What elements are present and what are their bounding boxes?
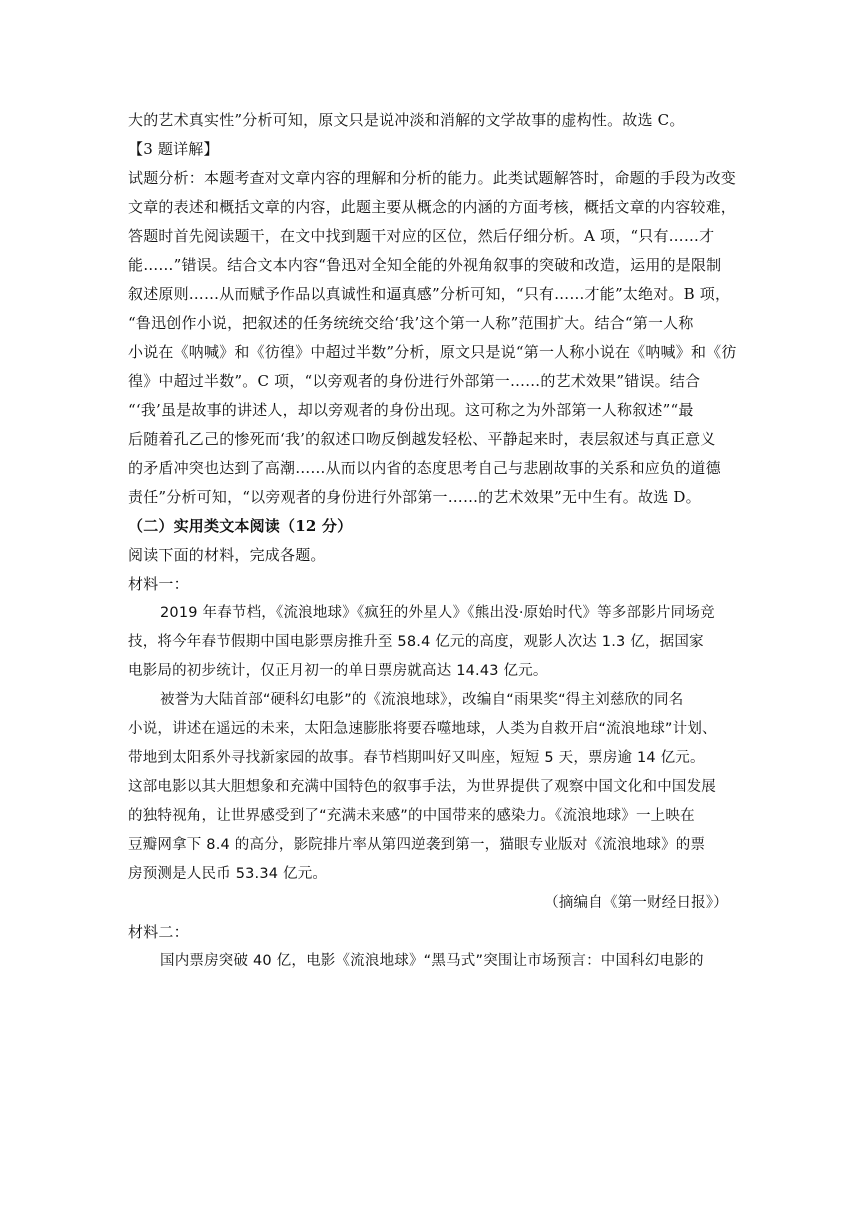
analysis-line-6: “鲁迅创作小说，把叙述的任务统统交给‘我’这个第一人称”范围扩大。结合“第一人称 xyxy=(128,314,694,332)
answer-2-tail: 大的艺术真实性”分析可知，原文只是说冲淡和消解的文学故事的虚构性。故选 C。 xyxy=(128,111,685,129)
instruction: 阅读下面的材料，完成各题。 xyxy=(128,546,326,564)
material-1-para-2-line-5: 的独特视角，让世界感受到了“充满未来感”的中国带来的感染力。《流浪地球》一上映在 xyxy=(128,808,695,824)
analysis-line-12: 责任”分析可知，“以旁观者的身份进行外部第一……的艺术效果”无中生有。故选 D。 xyxy=(128,488,701,506)
material-1-para-2-line-2: 小说，讲述在遥远的未来，太阳急速膨胀将要吞噬地球，人类为自救开启“流浪地球”计划、 xyxy=(128,721,717,737)
analysis-line-7: 小说在《呐喊》和《彷徨》中超过半数”分析，原文只是说“第一人称小说在《呐喊》和《彷 xyxy=(128,343,737,361)
document-body xyxy=(128,106,737,976)
material-1-para-2-line-4: 这部电影以其大胆想象和充满中国特色的叙事手法，为世界提供了观察中国文化和中国发展 xyxy=(128,779,716,795)
material-1-source: （摘编自《第一财经日报》） xyxy=(544,895,728,911)
material-1-para-1-line-3: 电影局的初步统计，仅正月初一的单日票房就高达 14.43 亿元。 xyxy=(128,663,548,679)
analysis-line-4: 能……”错误。结合文本内容“鲁迅对全知全能的外视角叙事的突破和改造，运用的是限制 xyxy=(128,256,722,274)
material-1-para-2-line-7: 房预测是人民币 53.34 亿元。 xyxy=(128,866,328,882)
material-1-para-2-line-3: 带地到太阳系外寻找新家园的故事。春节档期叫好又叫座，短短 5 天，票房逾 14 亿元。 xyxy=(128,750,705,766)
analysis-line-11: 的矛盾冲突也达到了高潮……从而以内省的态度思考自己与悲剧故事的关系和应负的道德 xyxy=(128,459,721,477)
material-2-label: 材料二： xyxy=(128,923,189,941)
section-2-heading: （二）实用类文本阅读（12 分） xyxy=(128,517,353,535)
material-1-para-1-line-1: 2019 年春节档，《流浪地球》《疯狂的外星人》《熊出没·原始时代》等多部影片同场竞 xyxy=(160,605,715,621)
material-1-para-2-line-6: 豆瓣网拿下 8.4 的高分，影院排片率从第四逆袭到第一，猫眼专业版对《流浪地球》的票 xyxy=(128,837,706,853)
analysis-line-5: 叙述原则……从而赋予作品以真诚性和逼真感”分析可知，“只有……才能”太绝对。B 项， xyxy=(128,285,731,303)
analysis-line-1: 试题分析：本题考查对文章内容的理解和分析的能力。此类试题解答时，命题的手段为改变 xyxy=(128,169,737,187)
analysis-line-2: 文章的表述和概括文章的内容，此题主要从概念的内涵的方面考核，概括文章的内容较难， xyxy=(128,198,737,216)
material-2-para-1-line-1: 国内票房突破 40 亿，电影《流浪地球》“黑马式”突围让市场预言：中国科幻电影的 xyxy=(160,953,704,969)
material-1-para-2-line-1: 被誉为大陆首部“硬科幻电影”的《流浪地球》，改编自“雨果奖“得主刘慈欣的同名 xyxy=(160,692,684,708)
analysis-line-3: 答题时首先阅读题干，在文中找到题干对应的区位，然后仔细分析。A 项，“只有……才 xyxy=(128,227,715,245)
analysis-line-10: 后随着孔乙己的惨死而‘我’的叙述口吻反倒越发轻松、平静起来时，表层叙述与真正意义 xyxy=(128,430,716,448)
material-1-para-1-line-2: 技，将今年春节假期中国电影票房推升至 58.4 亿元的高度，观影人次达 1.3 亿，据国家 xyxy=(128,634,704,650)
analysis-line-8: 徨》中超过半数”。C 项，“以旁观者的身份进行外部第一……的艺术效果”错误。结合 xyxy=(128,372,701,390)
analysis-line-9: “‘我’虽是故事的讲述人，却以旁观者的身份出现。这可称之为外部第一人称叙述”“最 xyxy=(128,401,694,419)
section-3-detail-heading: 【3 题详解】 xyxy=(128,140,219,158)
material-1-label: 材料一： xyxy=(128,575,189,593)
